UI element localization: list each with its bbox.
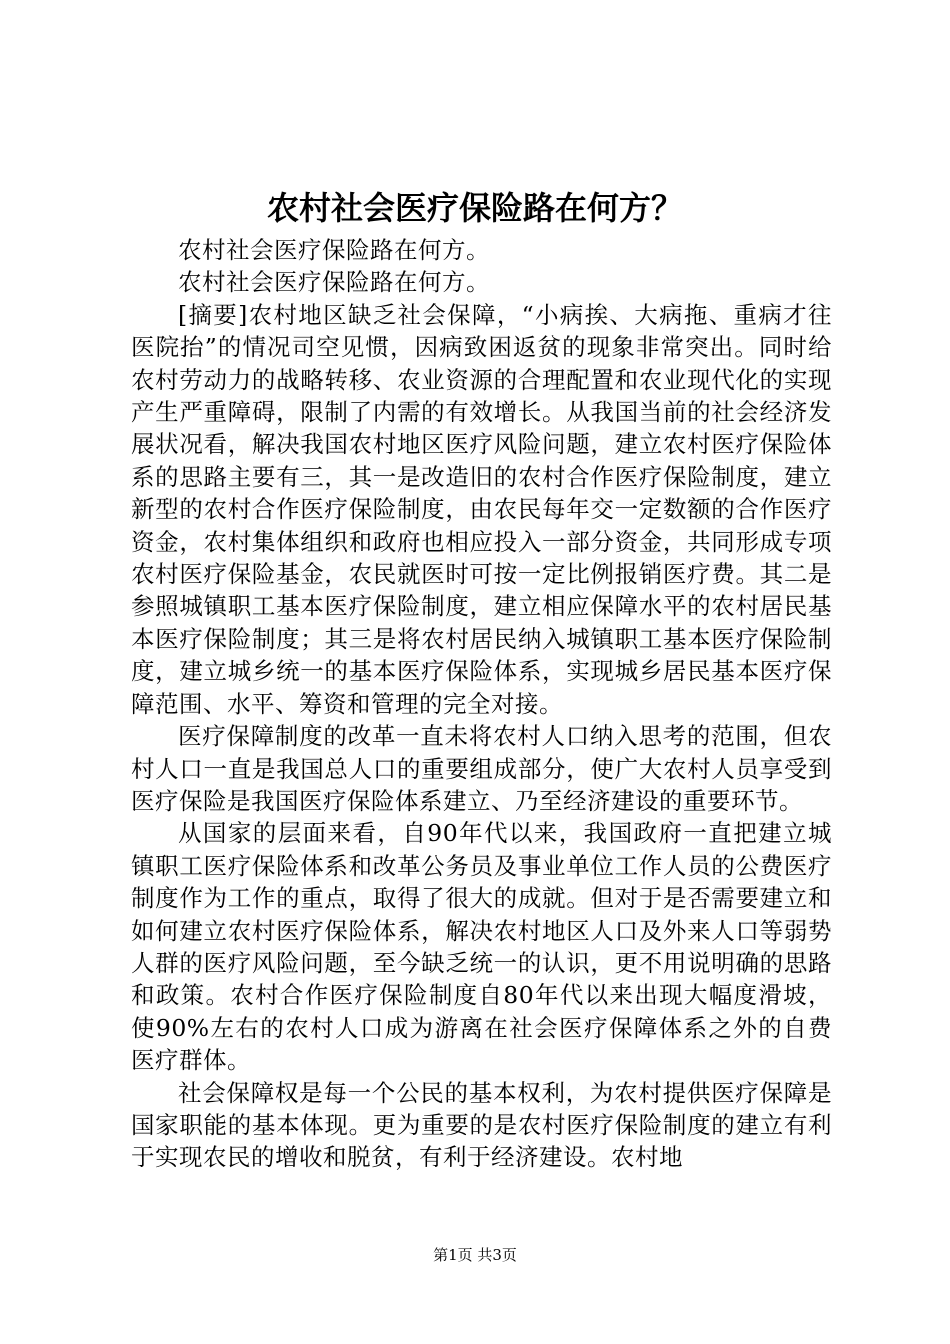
paragraph-1: 农村社会医疗保险路在何方。 <box>178 236 490 264</box>
document-title: 农村社会医疗保险路在何方？ <box>266 189 683 227</box>
paragraph-6: 社会保障权是每一个公民的基本权利，为农村提供医疗保障是国家职能的基本体现。更为重要的是农村医疗保险制度的建立有利于实现农民的增收和脱贫，有利于经济建设。农村地 <box>131 1078 832 1172</box>
document-body <box>131 234 832 1174</box>
paragraph-4: 医疗保障制度的改革一直未将农村人口纳入思考的范围，但农村人口一直是我国总人口的重要组成部分，使广大农村人员享受到医疗保险是我国医疗保险体系建立、乃至经济建设的重要环节。 <box>131 722 832 815</box>
paragraph-2: 农村社会医疗保险路在何方。 <box>178 268 490 297</box>
page-footer: 第1页 共3页 <box>433 1246 517 1264</box>
paragraph-abstract: [摘要]农村地区缺乏社会保障，“小病挨、大病拖、重病才往医院抬”的情况司空见惯，因病致困返贫的现象非常突出。同时给农村劳动力的战略转移、农业资源的合理配置和农业现代化的实现产生严重障碍，限制了内需的有效增长。从我国当前的社会经济发展状况看，解决我国农村地区医疗风险问题，建立农村医疗保险体系的思路主要有三，其一是改造旧的农村合作医疗保险制度，建立新型的农村合作医疗保险制度，由农民每年交一定数额的合作医疗资金，农村集体组织和政府也相应投入一部分资金，共同形成专项农村医疗保险基金，农民就医时可按一定比例报销医疗费。其二是参照城镇职工基本医疗保险制度，建立相应保障水平的农村居民基本医疗保险制度；其三是将农村居民纳入城镇职工基本医疗保险制度，建立城乡统一的基本医疗保险体系，实现城乡居民基本医疗保障范围、水平、筹资和管理的完全对接。 <box>131 300 832 718</box>
paragraph-5: 从国家的层面来看，自90年代以来，我国政府一直把建立城镇职工医疗保险体系和改革公务员及事业单位工作人员的公费医疗制度作为工作的重点，取得了很大的成就。但对于是否需要建立和如何建立农村医疗保险体系，解决农村地区人口及外来人口等弱势人群的医疗风险问题，至今缺乏统一的认识，更不用说明确的思路和政策。农村合作医疗保险制度自80年代以来出现大幅度滑坡，使90%左右的农村人口成为游离在社会医疗保障体系之外的自费医疗群体。 <box>131 819 832 1075</box>
